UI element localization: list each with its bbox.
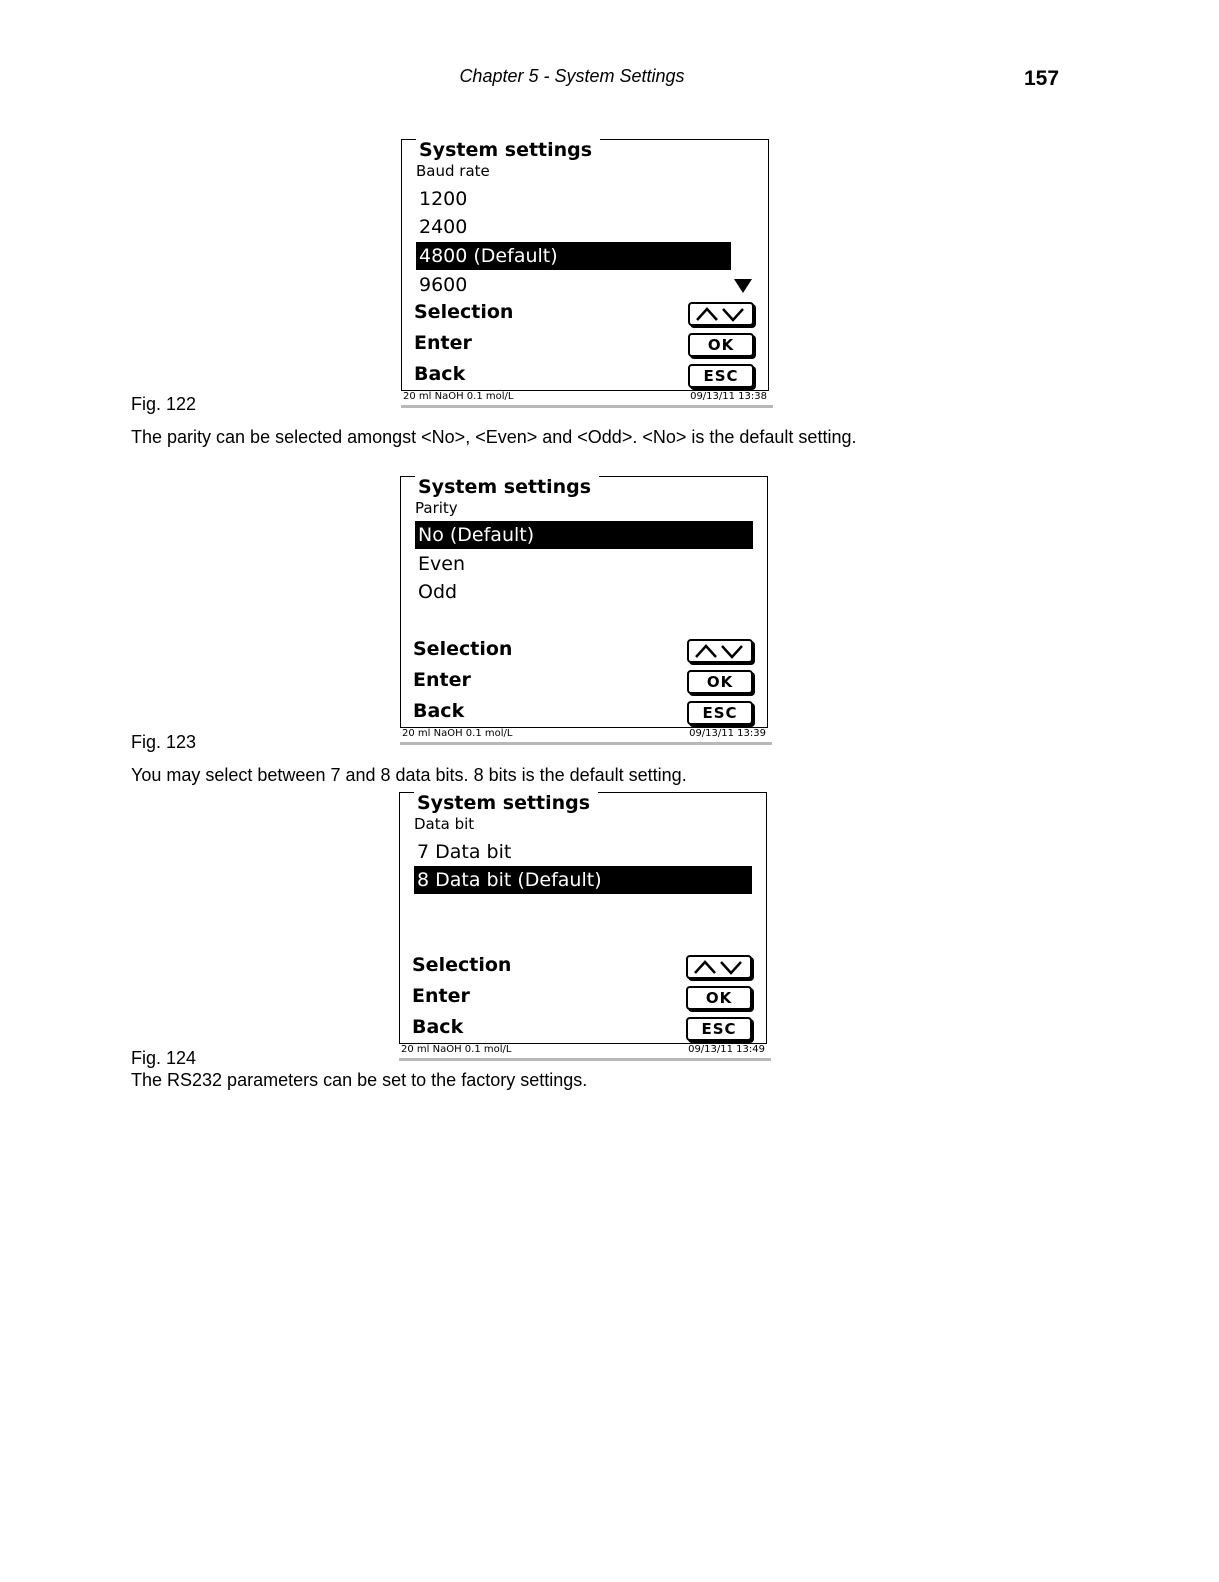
- back-label: Back: [414, 363, 466, 385]
- ok-button[interactable]: OK: [688, 333, 754, 357]
- screen-frame: [400, 476, 768, 728]
- enter-label: Enter: [413, 669, 471, 691]
- data-bit-screen: [399, 784, 769, 1058]
- status-underline: [400, 742, 772, 745]
- selection-label: Selection: [414, 301, 514, 323]
- figure-label: Fig. 123: [131, 732, 197, 752]
- up-down-arrows-icon: [694, 643, 746, 659]
- screen-subtitle: Baud rate: [416, 162, 490, 180]
- screen-title: System settings: [415, 475, 599, 499]
- scroll-down-arrow-icon: [734, 279, 752, 293]
- up-down-button[interactable]: [686, 955, 752, 979]
- figure-label: Fig. 124: [131, 1048, 197, 1068]
- up-down-button[interactable]: [687, 639, 753, 663]
- esc-button[interactable]: ESC: [687, 701, 753, 725]
- ok-button[interactable]: OK: [686, 986, 752, 1010]
- esc-button[interactable]: ESC: [686, 1017, 752, 1041]
- ok-button[interactable]: OK: [687, 670, 753, 694]
- up-down-button[interactable]: [688, 302, 754, 326]
- back-label: Back: [412, 1016, 464, 1038]
- figure-label: Fig. 122: [131, 394, 197, 414]
- paragraph-rs232: The RS232 parameters can be set to the factory settings.: [131, 1070, 588, 1090]
- back-label: Back: [413, 700, 465, 722]
- option-8-data-bit-selected[interactable]: 8 Data bit (Default): [414, 866, 752, 894]
- paragraph-data-bits: You may select between 7 and 8 data bits. 8 bits is the default setting.: [131, 765, 687, 785]
- baud-rate-screen: [401, 131, 771, 405]
- up-down-arrows-icon: [695, 306, 747, 322]
- screen-frame: [401, 139, 769, 391]
- status-reagent: 20 ml NaOH 0.1 mol/L: [403, 391, 514, 402]
- option-9600[interactable]: 9600: [419, 274, 468, 296]
- status-reagent: 20 ml NaOH 0.1 mol/L: [401, 1044, 512, 1055]
- status-bar: [401, 391, 771, 403]
- status-underline: [399, 1058, 771, 1061]
- screen-subtitle: Data bit: [414, 815, 475, 833]
- status-datetime: 09/13/11 13:39: [689, 728, 766, 739]
- option-no-selected[interactable]: No (Default): [415, 521, 753, 549]
- selection-label: Selection: [413, 638, 513, 660]
- esc-button[interactable]: ESC: [688, 364, 754, 388]
- enter-label: Enter: [412, 985, 470, 1007]
- selection-label: Selection: [412, 954, 512, 976]
- enter-label: Enter: [414, 332, 472, 354]
- status-underline: [401, 405, 773, 408]
- chapter-title: Chapter 5 - System Settings: [459, 66, 685, 86]
- page-number: 157: [1024, 67, 1060, 90]
- screen-title: System settings: [414, 791, 598, 815]
- screen-subtitle: Parity: [415, 499, 458, 517]
- option-1200[interactable]: 1200: [419, 188, 468, 210]
- option-7-data-bit[interactable]: 7 Data bit: [417, 841, 512, 863]
- up-down-arrows-icon: [693, 959, 745, 975]
- status-bar: [400, 728, 770, 740]
- status-datetime: 09/13/11 13:38: [690, 391, 767, 402]
- paragraph-parity: The parity can be selected amongst <No>, <Even> and <Odd>. <No> is the default setting.: [131, 427, 857, 447]
- option-odd[interactable]: Odd: [418, 581, 458, 603]
- status-reagent: 20 ml NaOH 0.1 mol/L: [402, 728, 513, 739]
- option-even[interactable]: Even: [418, 553, 465, 575]
- status-bar: [399, 1044, 769, 1056]
- parity-screen: [400, 468, 770, 742]
- option-2400[interactable]: 2400: [419, 216, 468, 238]
- screen-frame: [399, 792, 767, 1044]
- screen-title: System settings: [416, 138, 600, 162]
- option-4800-selected[interactable]: 4800 (Default): [416, 242, 731, 270]
- status-datetime: 09/13/11 13:49: [688, 1044, 765, 1055]
